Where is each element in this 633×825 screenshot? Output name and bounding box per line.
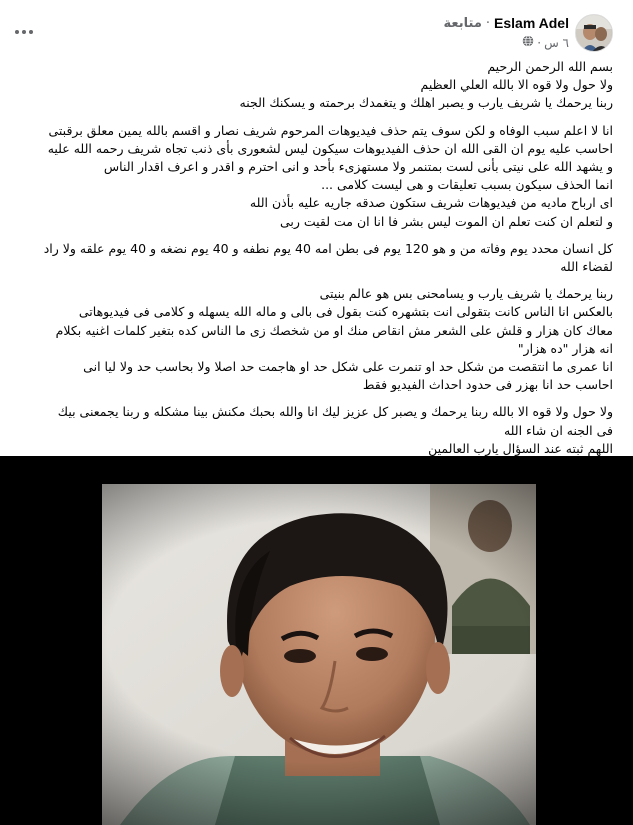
separator-dot: · [485,15,491,31]
post-text-line: احاسب عليه يوم ان القى الله ان حذف الفيديوهات سيكون ليس لشعورى بأى ذنب تجاه شريف رحمه الله عليه [47,140,613,156]
more-horizontal-icon [22,30,26,34]
post-text-line: بسم الله الرحمن الرحيم [487,59,613,74]
post-paragraph [17,285,613,394]
globe-icon[interactable] [522,35,534,50]
post-paragraph [17,58,613,113]
post-text-line: انا لا اعلم سبب الوفاه و لكن سوف يتم حذف فيديوهات المرحوم شريف نصار و اقسم بالله يمين معلق برقبتى [48,122,613,138]
post-text-line: ولا حول ولا قوه الا بالله ربنا يرحمك و يصبر كل عزيز ليك انا والله بحبك مكنش بينا مشكله و ربنا يجمعنى بيك [57,404,613,420]
separator-dot: · [537,35,542,50]
post-meta [522,35,569,50]
author-row [444,15,569,31]
post-timestamp[interactable]: ٦ س [544,35,569,50]
post-text-line: انما الحذف سيكون بسبب تعليقات و هى ليست كلامى ... [321,177,613,193]
more-horizontal-icon [29,30,33,34]
follow-button[interactable]: متابعة [443,15,482,31]
post-text-line: ربنا يرحمك يا شريف يارب و يصبر اهلك و يتغمدك برحمته و يسكنك الجنه [239,95,613,111]
post-video[interactable] [0,456,633,825]
post-text-line: اللهم ثبته عند السؤال يارب العالمين [428,440,613,456]
post-text-line: لقضاء الله [560,259,613,275]
post-text-line: و يشهد الله على نيتى بأنى لست بمتنمر ولا مستهزىء بأحد و انى احترم و اقدر و اعرف اقدار الناس [103,159,613,175]
post-text-line: فى الجنه ان شاء الله [503,422,613,438]
post-text-line: معاك كان هزار و قلش على الشعر مش انقاص منك او من شخصك زى ما الناس كده بتغير كلمات اغنيه بكلام [55,322,613,338]
post-body [17,58,613,467]
post-paragraph [17,403,613,458]
post-paragraph [17,240,613,276]
more-horizontal-icon [15,30,19,34]
post-text-line: انه هزار "ده هزار" [517,340,613,356]
post-paragraph [17,122,613,231]
author-name[interactable]: Eslam Adel [494,15,569,31]
post-text-line: انا عمرى ما انتقصت من شكل حد او تنمرت على شكل حد او هاجمت حد اصلا ولا بحاسب حد ولا ليا انى [83,359,613,375]
post-text-line: كل انسان محدد يوم وفاته من و هو 120 يوم فى بطن امه 40 يوم نطفه و 40 يوم نضغه و 40 يوم علقه ولا راد [43,240,613,256]
avatar[interactable] [575,14,613,52]
post-text-line: اى ارباح ماديه من فيديوهات شريف ستكون صدقه جاريه عليه بأذن الله [249,195,613,211]
post-header [0,0,633,60]
post-text-line: ولا حول ولا قوه الا بالله العلي العظيم [420,77,613,93]
post-text-line: ربنا يرحمك يا شريف يارب و يسامحنى بس هو عالم بنيتى [319,286,613,302]
post-text-line: احاسب حد انا بهزر فى حدود احداث الفيديو فقط [362,377,613,393]
more-options-button[interactable] [6,14,42,50]
post-text-line: بالعكس انا الناس كانت بتقولى انت بتشهره كنت بقول فى بالى و ماله الله يسهله و كلامى فى فيديوهاتى [78,304,613,320]
post-text-line: و لتعلم ان كنت تعلم ان الموت ليس بشر فا انا ان مت لقيت ربى [279,213,613,229]
